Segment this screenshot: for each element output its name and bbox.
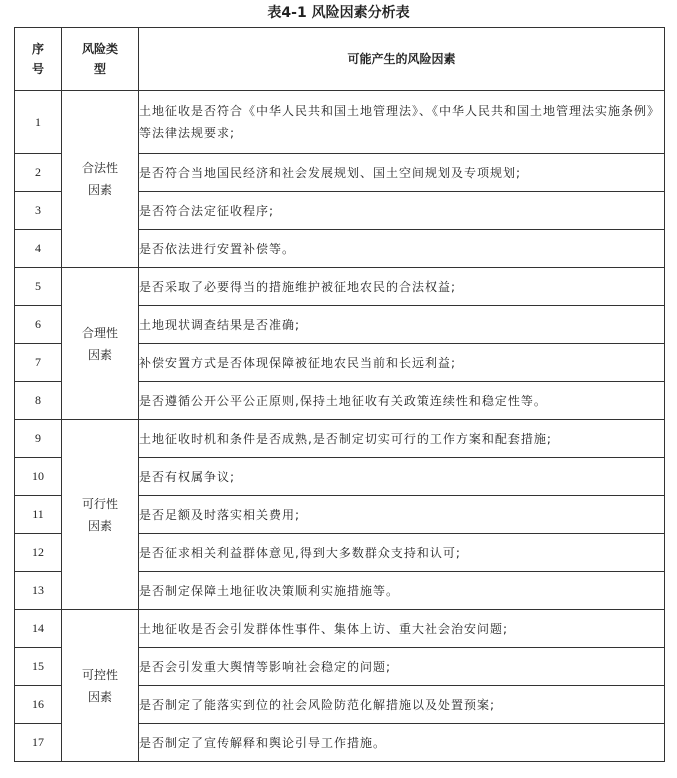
header-seq: 序号: [15, 28, 62, 91]
row-number: 3: [15, 192, 62, 230]
header-category: 风险类型: [62, 28, 139, 91]
row-number: 6: [15, 306, 62, 344]
category-cell: 可控性因素: [62, 610, 139, 762]
row-number: 1: [15, 91, 62, 154]
row-number: 4: [15, 230, 62, 268]
factor-text: 是否遵循公开公平公正原则,保持土地征收有关政策连续性和稳定性等。: [139, 382, 665, 420]
factor-text: 是否符合法定征收程序;: [139, 192, 665, 230]
factor-text: 土地现状调查结果是否准确;: [139, 306, 665, 344]
row-number: 14: [15, 610, 62, 648]
table-row: [15, 610, 665, 648]
row-number: 7: [15, 344, 62, 382]
factor-text: 是否符合当地国民经济和社会发展规划、国土空间规划及专项规划;: [139, 154, 665, 192]
row-number: 13: [15, 572, 62, 610]
factor-text: 土地征收时机和条件是否成熟,是否制定切实可行的工作方案和配套措施;: [139, 420, 665, 458]
category-cell: 可行性因素: [62, 420, 139, 610]
table-row: [15, 420, 665, 458]
row-number: 8: [15, 382, 62, 420]
factor-text: 是否足额及时落实相关费用;: [139, 496, 665, 534]
category-cell: 合理性因素: [62, 268, 139, 420]
row-number: 12: [15, 534, 62, 572]
factor-text: 土地征收是否符合《中华人民共和国土地管理法》、《中华人民共和国土地管理法实施条例》等法律法规要求;: [139, 91, 665, 154]
header-factor: 可能产生的风险因素: [139, 28, 665, 91]
factor-text: 土地征收是否会引发群体性事件、集体上访、重大社会治安问题;: [139, 610, 665, 648]
table-title: 表4-1 风险因素分析表: [267, 5, 410, 21]
row-number: 16: [15, 686, 62, 724]
factor-text: 是否有权属争议;: [139, 458, 665, 496]
table-row: [15, 91, 665, 154]
factor-text: 是否会引发重大舆情等影响社会稳定的问题;: [139, 648, 665, 686]
row-number: 9: [15, 420, 62, 458]
factor-text: 补偿安置方式是否体现保障被征地农民当前和长远利益;: [139, 344, 665, 382]
factor-text: 是否采取了必要得当的措施维护被征地农民的合法权益;: [139, 268, 665, 306]
factor-text: 是否制定了能落实到位的社会风险防范化解措施以及处置预案;: [139, 686, 665, 724]
factor-text: 是否征求相关利益群体意见,得到大多数群众支持和认可;: [139, 534, 665, 572]
factor-text: 是否制定保障土地征收决策顺利实施措施等。: [139, 572, 665, 610]
row-number: 15: [15, 648, 62, 686]
row-number: 10: [15, 458, 62, 496]
factor-text: 是否依法进行安置补偿等。: [139, 230, 665, 268]
row-number: 11: [15, 496, 62, 534]
row-number: 17: [15, 724, 62, 762]
row-number: 2: [15, 154, 62, 192]
table-row: [15, 268, 665, 306]
risk-factor-table: [14, 27, 665, 762]
factor-text: 是否制定了宣传解释和舆论引导工作措施。: [139, 724, 665, 762]
row-number: 5: [15, 268, 62, 306]
category-cell: 合法性因素: [62, 91, 139, 268]
